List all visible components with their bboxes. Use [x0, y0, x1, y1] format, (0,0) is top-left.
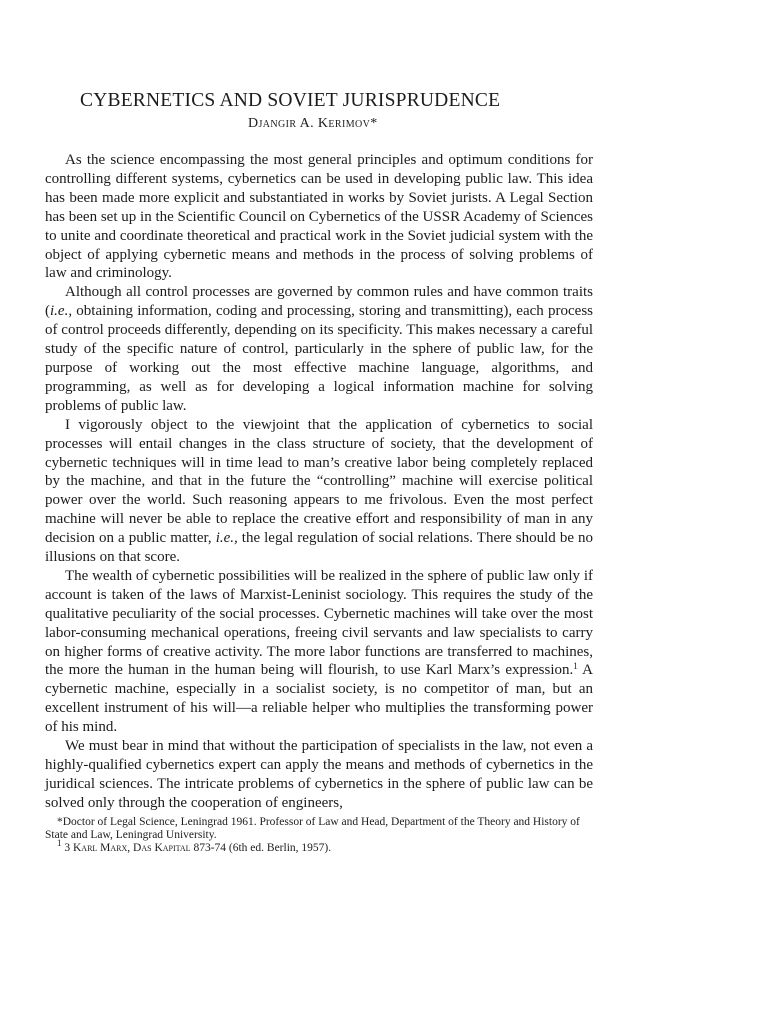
paragraph-1 [45, 151, 593, 283]
paragraph-3-ie: i.e., [215, 530, 238, 547]
footnote-1-marker: 1 [57, 838, 62, 849]
footnote-1-author: Karl Marx, [73, 842, 131, 855]
footnote-1-work: Das Kapital [133, 842, 191, 855]
author-footnote: *Doctor of Legal Science, Leningrad 1961. Professor of Law and Head, Department of the Theory and History of State and Law, Leningrad University. [45, 815, 580, 841]
paragraph-3-text-a: I vigorously object to the viewjoint that the application of cybernetics to social processes will entail changes in the class structure of society, that the development of cybernetic techniques will in time lead to man’s creative labor being completely replaced by the machine, and that in the future the “controlling” machine will exercise political power over the world. Such reasoning appears to me frivolous. Even the most perfect machine will never be able to replace the creative effort and responsibility of man in any decision on a public matter, [45, 416, 593, 547]
paragraph-4 [45, 567, 593, 737]
article-body [45, 151, 593, 813]
article-title: CYBERNETICS AND SOVIET JURISPRUDENCE [80, 90, 501, 111]
paragraph-4-text-a: The wealth of cybernetic possibilities will be realized in the sphere of public law only if account is taken of the laws of Marxist-Leninist sociology. This requires the study of the qualitative peculiarity of the social processes. Cybernetic machines will take over the most labor-consuming mechanical operations, freeing civil servants and law specialists to carry on higher forms of creative activity. The more labor functions are transferred to machines, the more the human in the human being will flourish, to use Karl Marx’s expression. [45, 567, 593, 679]
paragraph-5-text: We must bear in mind that without the participation of specialists in the law, not even a highly-qualified cybernetics expert can apply the means and methods of cybernetics in the juridical sciences. The intricate problems of cybernetics in the sphere of public law can be solved only through the cooperation of engineers, [45, 738, 593, 811]
paragraph-4-text-b: A cybernetic machine, especially in a socialist society, is no competitor of man, but an excellent instrument of his will—a reliable helper who multiplies the transforming power of his mind. [45, 662, 593, 736]
footnote-1 [45, 838, 593, 855]
paragraph-1-text: As the science encompassing the most general principles and optimum conditions for controlling different systems, cybernetics can be used in developing public law. This idea has been made more explicit and substantiated in works by Soviet jurists. A Legal Section has been set up in the Scientific Council on Cybernetics of the USSR Academy of Sciences to unite and coordinate theoretical and practical work in the Soviet judicial system with the object of applying cybernetic means and methods in the process of solving problems of law and criminology. [45, 152, 593, 282]
paragraph-3 [45, 416, 593, 567]
paragraph-3-text-b: the legal regulation of social relations. There should be no illusions on that score. [45, 530, 593, 566]
paragraph-2 [45, 283, 593, 415]
paragraph-5 [45, 737, 593, 813]
footnotes [45, 816, 593, 856]
paragraph-2-text-a: Although all control processes are governed by common rules and have common traits ( [45, 284, 593, 320]
footnote-1-start: 3 [61, 842, 73, 855]
article-author: Djangir A. Kerimov* [248, 116, 378, 131]
paragraph-2-ie: i.e., [50, 303, 73, 320]
paragraph-2-text-b: obtaining information, coding and processing, storing and transmitting), each process of control proceeds differently, depending on its specificity. This makes necessary a careful study of the specific nature of control, particularly in the sphere of public law, for the purpose of working out the most effective machine language, algorithms, and programming, as well as for developing a logical information machine for solving problems of public law. [45, 303, 593, 414]
footnote-1-end: 873-74 (6th ed. Berlin, 1957). [190, 842, 332, 855]
article-page [45, 88, 593, 855]
footnote-ref-1: 1 [573, 661, 578, 672]
